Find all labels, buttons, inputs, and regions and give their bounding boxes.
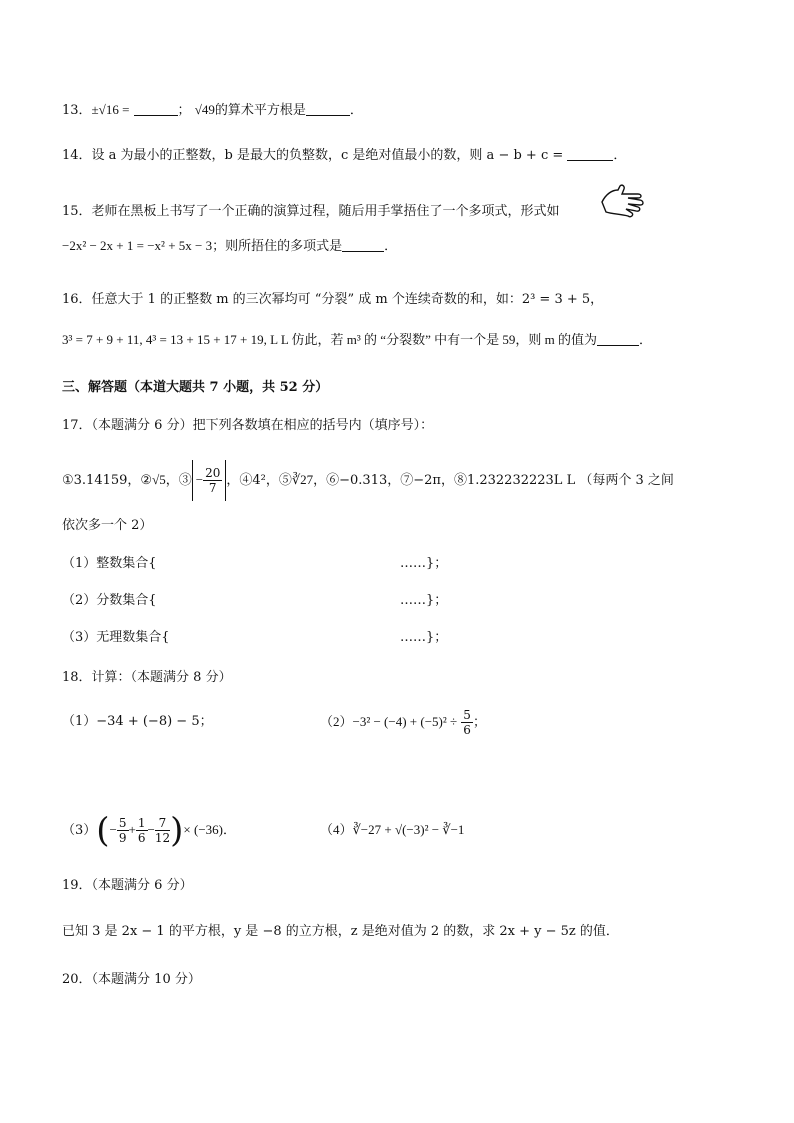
numerator: 5 — [118, 816, 127, 830]
denominator: 6 — [463, 723, 471, 737]
q18-part-2 — [320, 704, 486, 741]
math-expression: ∛27 — [291, 472, 314, 487]
set-tail: ……}； — [400, 630, 448, 645]
fraction — [136, 816, 148, 845]
math-expression: √5 — [152, 472, 166, 487]
question-17-numbers — [62, 460, 674, 501]
denominator: 12 — [154, 831, 171, 845]
set-tail: ……}； — [400, 556, 448, 571]
number-list-text: ，⑥−0.313，⑦−2π，⑧1.232232223L L （每两个 3 之间 — [313, 473, 674, 488]
question-16-line-1 — [62, 290, 603, 310]
fraction — [461, 708, 473, 737]
part-label: （3） — [62, 823, 97, 838]
answer-blank[interactable] — [597, 331, 639, 346]
period: ． — [349, 103, 363, 118]
math-expression: × (−36)． — [183, 822, 236, 837]
question-text: 15．老师在黑板上书写了一个正确的演算过程，随后用手掌捂住了一个多项式，形式如 — [62, 204, 560, 219]
question-text: 的算术平方根是 — [214, 103, 306, 118]
question-text: 16．任意大于 1 的正整数 m 的三次幂均可 “分裂” 成 m 个连续奇数的和，如：2³ = 3 + 5， — [62, 292, 604, 307]
period: ． — [384, 239, 398, 254]
numerator: 5 — [463, 708, 471, 722]
answer-blank[interactable] — [134, 101, 178, 116]
number-list-text: ①3.14159，② — [62, 473, 153, 488]
math-sign: − — [195, 472, 204, 487]
numerator: 20 — [205, 466, 221, 480]
q18-part-4 — [320, 820, 464, 841]
separator: ； — [177, 103, 191, 118]
plus-sign: + — [128, 822, 136, 837]
separator: ； — [472, 715, 486, 730]
irrational-set — [62, 628, 448, 648]
math-expression: ±√16 = — [91, 102, 130, 117]
hand-icon — [598, 184, 646, 224]
fraction — [117, 816, 129, 845]
minus-sign: − — [109, 822, 117, 837]
right-paren: ) — [170, 810, 184, 851]
question-19-title: 19．（本题满分 6 分） — [62, 878, 193, 893]
number-list-text: ，④4²，⑤ — [226, 473, 292, 488]
left-paren: ( — [96, 810, 110, 851]
set-tail: ……}； — [400, 593, 448, 608]
math-expression: （4）∛−27 + √(−3)² − ∛−1 — [320, 822, 465, 837]
question-15-line-2 — [62, 236, 397, 257]
math-expression: √49 — [194, 102, 215, 117]
question-20-title: 20．（本题满分 10 分） — [62, 972, 201, 987]
numerator: 1 — [137, 816, 146, 830]
question-14 — [62, 146, 626, 166]
answer-blank[interactable] — [306, 101, 350, 116]
period: ． — [638, 333, 652, 348]
question-17-continuation: 依次多一个 2） — [62, 518, 153, 533]
set-label: （2）分数集合{ — [62, 593, 157, 608]
answer-blank[interactable] — [567, 146, 613, 161]
q18-part-3 — [62, 810, 236, 851]
section-heading: 三、解答题（本道大题共 7 小题，共 52 分） — [62, 380, 329, 395]
denominator: 9 — [118, 831, 127, 845]
answer-blank[interactable] — [342, 237, 384, 252]
question-number: 13． — [62, 103, 92, 118]
denominator: 7 — [208, 481, 217, 495]
integer-set — [62, 554, 448, 574]
set-label: （3）无理数集合{ — [62, 630, 170, 645]
fraction — [155, 816, 170, 845]
absolute-value — [192, 460, 227, 501]
fraction-set — [62, 591, 448, 611]
question-18-title: 18．计算：（本题满分 8 分） — [62, 670, 232, 685]
math-expression: （2）−3² − (−4) + (−5)² ÷ — [320, 714, 458, 729]
question-15-line-1 — [62, 202, 560, 222]
denominator: 6 — [137, 831, 146, 845]
numerator: 7 — [155, 816, 170, 831]
set-label: （1）整数集合{ — [62, 556, 157, 571]
question-19-body: 已知 3 是 2x − 1 的平方根，y 是 −8 的立方根，z 是绝对值为 2 的数，求 2x + y − 5z 的值． — [62, 924, 619, 939]
question-16-line-2 — [62, 330, 652, 351]
question-text: 3³ = 7 + 9 + 11, 4³ = 13 + 15 + 17 + 19, L L 仿此，若 m³ 的 “分裂数” 中有一个是 59，则 m 的值为 — [62, 332, 597, 347]
q18-part-1: （1）−34 + (−8) − 5； — [62, 714, 213, 729]
minus-sign: − — [147, 822, 155, 837]
question-13 — [62, 100, 363, 121]
fraction — [203, 466, 222, 495]
number-list-text: ，③ — [165, 473, 192, 488]
question-17-title: 17．（本题满分 6 分）把下列各数填在相应的括号内（填序号）： — [62, 418, 434, 433]
math-expression: −2x² − 2x + 1 = −x² + 5x − 3；则所捂住的多项式是 — [62, 238, 343, 253]
question-text: 14．设 a 为最小的正整数，b 是最大的负整数，c 是绝对值最小的数，则 a − b + c = — [62, 148, 564, 163]
period: ． — [613, 148, 627, 163]
